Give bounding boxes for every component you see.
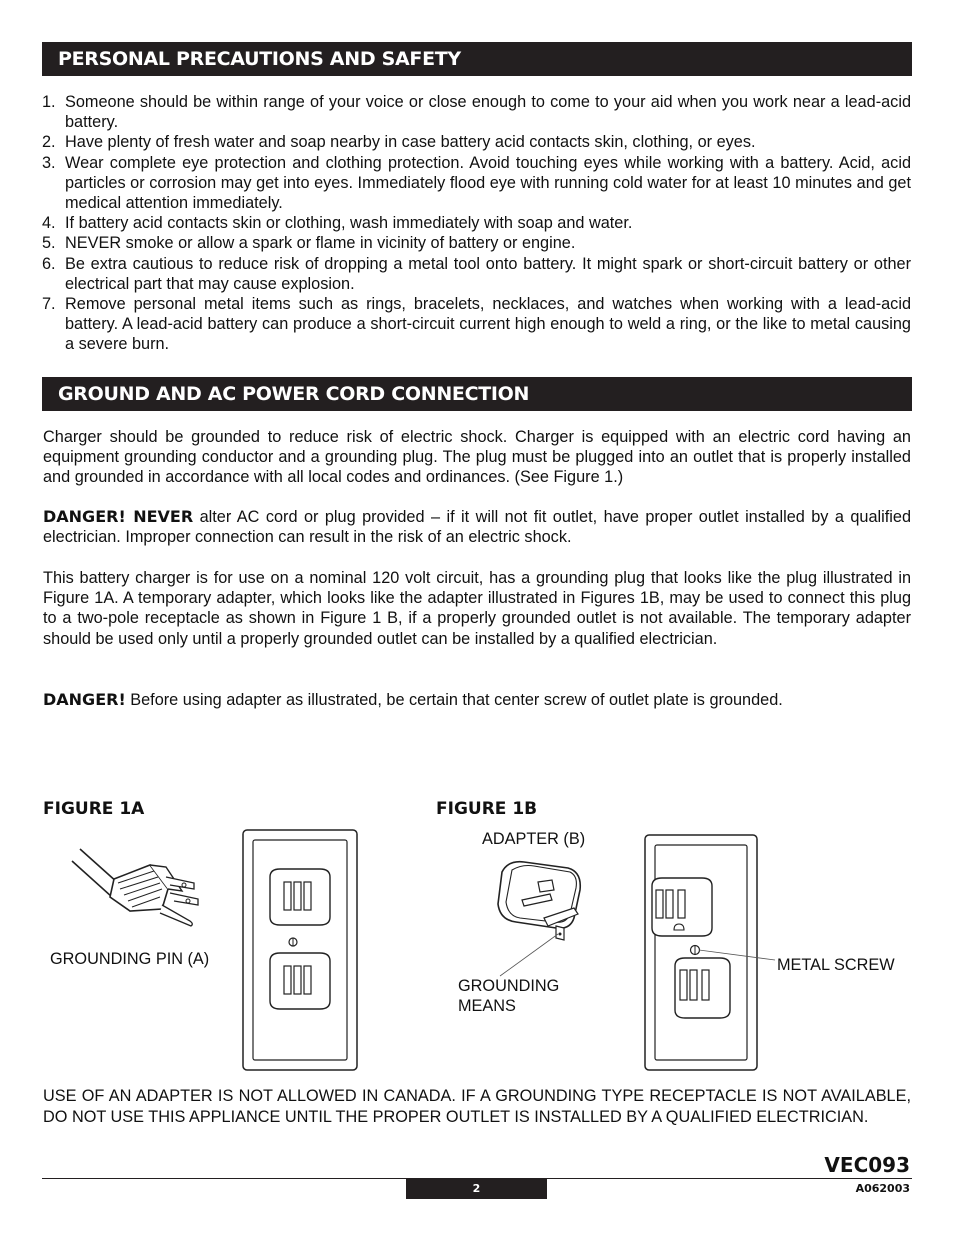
canada-notice: USE OF AN ADAPTER IS NOT ALLOWED IN CANADA. IF A GROUNDING TYPE RECEPTACLE IS NOT AVAILABLE, DO NOT USE THIS APPLIANCE UNTIL THE PROPER OUTLET IS INSTALLED BY A QUALIFIED ELECTRICIAN. <box>43 1087 911 1126</box>
list-item <box>42 254 911 294</box>
grounding-means-line1: GROUNDING <box>458 977 560 995</box>
grounding-means-label <box>458 976 559 1016</box>
danger-text: Before using adapter as illustrated, be certain that center screw of outlet plate is grounded. <box>125 691 783 709</box>
list-item <box>42 294 911 355</box>
section-heading-safety: PERSONAL PRECAUTIONS AND SAFETY <box>42 42 912 76</box>
adapter-label: ADAPTER (B) <box>482 830 586 848</box>
list-item <box>42 153 911 214</box>
list-item <box>42 92 911 132</box>
outlet-plate-a <box>243 830 357 1070</box>
figure-1b-illustration <box>490 830 790 1080</box>
list-item <box>42 233 911 253</box>
item-text: NEVER smoke or allow a spark or flame in vicinity of battery or engine. <box>65 234 576 253</box>
item-number: 4. <box>42 214 56 233</box>
figure-1a-title: FIGURE 1A <box>43 799 145 819</box>
adapter-body <box>498 862 580 940</box>
danger-label: DANGER! NEVER <box>43 507 194 526</box>
danger-never-paragraph <box>43 507 911 547</box>
grounding-pin-label: GROUNDING PIN (A) <box>50 950 210 968</box>
safety-list <box>42 92 911 355</box>
danger-label: DANGER! <box>43 690 126 709</box>
page-number: 2 <box>406 1179 547 1199</box>
danger-adapter-paragraph <box>43 690 911 710</box>
list-item <box>42 132 911 152</box>
item-text: Wear complete eye protection and clothing protection. Avoid touching eyes while working with a battery. Acid, acid particles or corrosion may get into eyes. Immediately flood eye with running cold water for at least 10 minutes and get medical attention immediately. <box>65 153 911 213</box>
item-text: Have plenty of fresh water and soap nearby in case battery acid contacts skin, clothing, or eyes. <box>65 133 756 152</box>
grounding-paragraph: Charger should be grounded to reduce risk of electric shock. Charger is equipped with an electric cord having an equipment grounding conductor and a grounding plug. The plug must be plugged into an outlet that is properly installed and grounded in accordance with all local codes and ordinances. (See Figure 1.) <box>43 428 911 487</box>
grounding-means-line2: MEANS <box>458 997 516 1015</box>
figure-1b-title: FIGURE 1B <box>436 799 538 819</box>
metal-screw-label: METAL SCREW <box>777 956 895 974</box>
section-heading-ground: GROUND AND AC POWER CORD CONNECTION <box>42 377 912 411</box>
item-text: Be extra cautious to reduce risk of dropping a metal tool onto battery. It might spark or short-circuit battery or other electrical part that may cause explosion. <box>65 254 911 293</box>
item-number: 7. <box>42 295 56 314</box>
item-number: 1. <box>42 93 56 111</box>
danger-text: alter AC cord or plug provided – if it will not fit outlet, have proper outlet installed by a qualified electrician. Improper connection can result in the risk of an electric shock. <box>43 508 911 547</box>
item-number: 5. <box>42 234 56 253</box>
model-number: VEC093 <box>824 1153 910 1177</box>
circuit-paragraph: This battery charger is for use on a nominal 120 volt circuit, has a grounding plug that looks like the plug illustrated in Figure 1A. A temporary adapter, which looks like the adapter illustrated in Figures 1B, may be used to connect this plug to a two-pole receptacle as shown in Figure 1 B, if a properly grounded outlet is not available. The temporary adapter should be used only until a properly grounded outlet can be installed by a qualified electrician. <box>43 569 911 648</box>
item-number: 3. <box>42 153 56 172</box>
item-number: 2. <box>42 133 56 152</box>
list-item <box>42 213 911 233</box>
item-text: If battery acid contacts skin or clothing, wash immediately with soap and water. <box>65 214 633 233</box>
item-text: Someone should be within range of your voice or close enough to come to your aid when you work near a lead-acid battery. <box>65 93 911 132</box>
item-text: Remove personal metal items such as rings, bracelets, necklaces, and watches when working with a lead-acid battery. A lead-acid battery can produce a short-circuit current high enough to weld a ring, or the like to metal causing a severe burn. <box>65 295 911 354</box>
item-number: 6. <box>42 254 56 273</box>
outlet-plate-b <box>645 835 757 1070</box>
document-code: A062003 <box>855 1182 910 1195</box>
